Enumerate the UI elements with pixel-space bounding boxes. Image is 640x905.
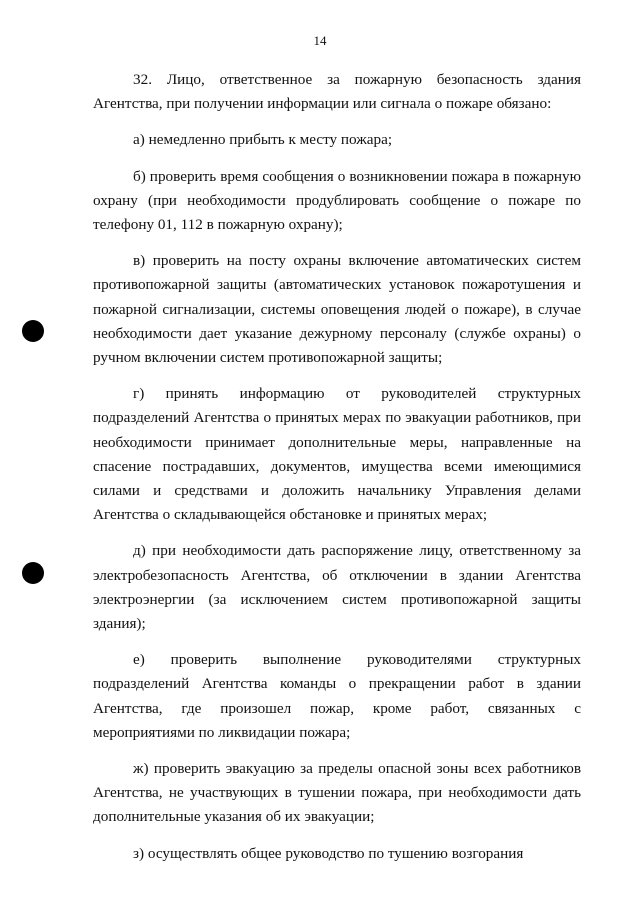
item-v: в) проверить на посту охраны включение автоматических систем противопожарной защиты (автоматических установок пожаротушения и пожарной сигнализации, системы оповещения людей о пожаре), в случае необходимости дает указание дежурному персоналу (службе охраны) о ручном включении систем противопожарной защиты; bbox=[93, 252, 581, 367]
page-number: 14 bbox=[313, 33, 327, 48]
item-e: е) проверить выполнение руководителями структурных подразделений Агентства команды о прекращении работ в здании Агентства, где произошел пожар, кроме работ, связанных с мероприятиями по ликвидации пожара; bbox=[93, 651, 581, 741]
item-a: а) немедленно прибыть к месту пожара; bbox=[133, 131, 393, 149]
item-d: д) при необходимости дать распоряжение лицу, ответственному за электробезопасность Агентства, об отключении в здании Агентства электроэнергии (за исключением систем противопожарной защиты здания); bbox=[93, 542, 581, 633]
punch-hole bbox=[22, 320, 44, 342]
item-b: б) проверить время сообщения о возникновении пожара в пожарную охрану (при необходимости продублировать сообщение о пожаре по телефону 01, 112 в пожарную охрану); bbox=[93, 167, 581, 234]
document-body bbox=[93, 68, 581, 878]
punch-hole bbox=[22, 562, 44, 584]
item-g: г) принять информацию от руководителей структурных подразделений Агентства о принятых мерах по эвакуации работников, при необходимости принимает дополнительные меры, направленные на спасение пострадавших, документов, имущества всеми имеющимися силами и средствами и доложить начальнику Управления делами Агентства о складывающейся обстановке и принятых мерах; bbox=[93, 385, 581, 524]
paragraph-32: 32. Лицо, ответственное за пожарную безопасность здания Агентства, при получении информации или сигнала о пожаре обязано: bbox=[93, 71, 581, 113]
item-zh: ж) проверить эвакуацию за пределы опасной зоны всех работников Агентства, не участвующих в тушении пожара, при необходимости дать дополнительные указания об их эвакуации; bbox=[93, 760, 581, 826]
item-z: з) осуществлять общее руководство по тушению возгорания bbox=[133, 844, 524, 862]
